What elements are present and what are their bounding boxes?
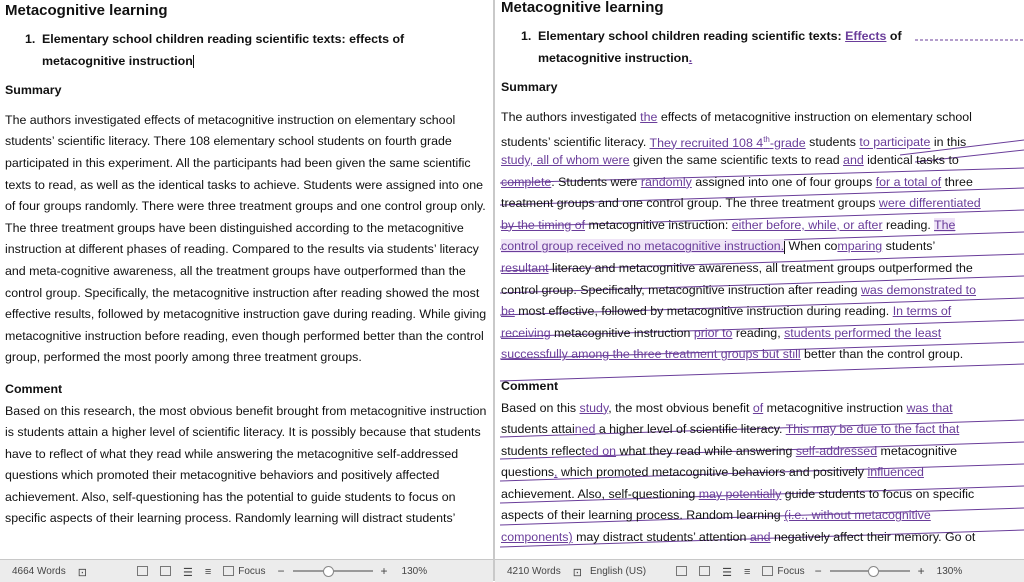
tracked-insertion[interactable]: prior to xyxy=(693,325,733,340)
right-status-bar xyxy=(495,559,1024,582)
text-line: Based on this study, the most obvious benefit of metacognitive instruction was that xyxy=(501,400,953,415)
comment-paragraph xyxy=(501,398,981,549)
tracked-insertion[interactable]: by the timing of xyxy=(501,217,586,232)
list-number: 1. xyxy=(521,29,532,43)
text-line: is students attain a higher level of scientific literacy. It is possibly because that students xyxy=(5,425,481,440)
text-line: metacognitive instruction before reading, even though performed better than the control xyxy=(5,328,484,343)
text-line: treatment groups and one control group. The three treatment groups were differentiated xyxy=(501,196,981,211)
tracked-insertion[interactable]: complete xyxy=(501,174,552,189)
tracked-insertion[interactable]: randomly xyxy=(640,174,692,189)
comment-paragraph xyxy=(5,401,486,531)
comment-heading: Comment xyxy=(501,378,559,393)
text-line: questions which promoted their metacognitive behaviors and positively affected xyxy=(5,468,440,483)
tracked-insertion[interactable]: resultant xyxy=(501,260,549,275)
zoom-slider-knob[interactable] xyxy=(868,566,879,577)
zoom-level[interactable]: 130% xyxy=(401,565,428,577)
focus-label[interactable]: Focus xyxy=(777,565,805,577)
zoom-in-button[interactable]: + xyxy=(380,564,388,578)
outline-view-icon[interactable]: ☰ xyxy=(722,567,732,579)
text-line: have to reflect of what they read while answering the metacognitive self-addressed xyxy=(5,446,459,461)
text-line: effective results, followed by metacognitive instruction gave during reading. While giving xyxy=(5,307,487,322)
tracked-insertion[interactable]: of xyxy=(752,400,764,415)
summary-paragraph xyxy=(5,110,486,369)
text-line: The authors investigated effects of metacognitive instruction on elementary school xyxy=(5,112,456,127)
text-line: achievement. Also, self-questioning may potentially guide students to focus on specific xyxy=(501,486,975,501)
tracked-insertion[interactable]: The xyxy=(934,217,956,232)
zoom-out-button[interactable]: − xyxy=(277,564,285,578)
tracked-insertion[interactable]: receiving xyxy=(501,325,551,340)
tracked-insertion[interactable]: study xyxy=(579,400,609,415)
text-line: aspects of their learning process. Random learning (i.e., without metacognitive xyxy=(501,508,931,523)
tracked-insertion[interactable]: to participate xyxy=(859,135,931,150)
text-line: control group. Specifically, the metacognitive instruction after reading showed the most xyxy=(5,285,480,300)
tracked-insertion[interactable]: (i.e., without metacognitive xyxy=(784,508,931,523)
document-title: Metacognitive learning xyxy=(501,0,664,16)
left-document-body[interactable] xyxy=(5,0,486,530)
zoom-level[interactable]: 130% xyxy=(936,565,963,577)
tracked-insertion[interactable]: be xyxy=(501,304,515,319)
tracked-insertion[interactable]: control group received no metacognitive instruction. xyxy=(501,239,785,254)
text-line: students attained a higher level of scientific literacy. This may be due to the fact that xyxy=(501,422,960,437)
zoom-out-button[interactable]: − xyxy=(814,564,822,578)
print-layout-icon[interactable] xyxy=(676,566,687,576)
zoom-in-button[interactable]: + xyxy=(917,564,925,578)
tracked-insertion[interactable]: ed on xyxy=(585,443,617,458)
text-line: participated in this experiment. All the participants had been given the same scientific xyxy=(5,155,471,170)
text-line: receiving metacognitive instruction prior to reading, students performed the least xyxy=(501,325,942,340)
tracked-insertion[interactable]: and xyxy=(843,152,864,167)
text-line: study, all of whom were given the same scientific texts to read and identical tasks to xyxy=(501,152,959,167)
text-line: students reflected on what they read while answering self-addressed metacognitive xyxy=(501,443,957,458)
tracked-insertion[interactable]: were differentiated xyxy=(878,196,981,211)
tracked-insertion[interactable]: successfully among the three treatment groups but still xyxy=(501,347,801,362)
tracked-insertion[interactable]: self-addressed xyxy=(795,443,878,458)
document-title: Metacognitive learning xyxy=(5,2,168,19)
text-line: specific aspects of their learning process. Randomly learning will distract students’ xyxy=(5,511,456,526)
text-line: control group. Specifically, metacognitive instruction after reading was demonstrated to xyxy=(501,282,977,297)
web-layout-icon[interactable] xyxy=(699,566,710,576)
text-line: be most effective, followed by metacognitive instruction during reading. In terms of xyxy=(501,304,952,319)
tracked-insertion[interactable]: study, all of whom were xyxy=(501,152,630,167)
focus-icon[interactable] xyxy=(223,566,234,576)
print-layout-icon[interactable] xyxy=(137,566,148,576)
draft-view-icon[interactable]: ≡ xyxy=(204,566,212,578)
left-status-bar xyxy=(0,559,493,582)
numbered-list-item xyxy=(25,29,486,72)
comment-heading: Comment xyxy=(5,381,63,396)
zoom-slider[interactable] xyxy=(293,570,373,572)
list-item-line: Elementary school children reading scientific texts: effects of xyxy=(42,32,405,46)
word-count[interactable]: 4664 Words xyxy=(12,565,66,577)
text-line: questions, which promoted metacognitive behaviors and positively influenced xyxy=(501,465,924,480)
tracked-insertion[interactable]: components) xyxy=(501,530,573,545)
tracked-insertion[interactable]: and xyxy=(749,530,771,545)
text-cursor xyxy=(193,55,194,68)
list-item-line: metacognitive instruction. xyxy=(538,50,693,65)
left-document-pane[interactable] xyxy=(0,0,493,559)
text-line: of four groups randomly. There were three treatment groups and one control group only. xyxy=(5,199,486,214)
text-line: control group received no metacognitive instruction. When comparing students’ xyxy=(501,239,936,254)
tracked-insertion[interactable]: may potentially xyxy=(698,486,782,501)
tracked-insertion[interactable]: This may be due to the fact that xyxy=(785,422,960,437)
text-line: complete. Students were randomly assigned into one of four groups for a total of three xyxy=(501,174,973,189)
zoom-slider-knob[interactable] xyxy=(323,566,334,577)
list-item-line: metacognitive instruction xyxy=(42,53,193,68)
text-line: and meta-cognitive awareness, all the treatment groups have outperformed than the xyxy=(5,263,466,278)
text-line: instruction at different phases of reading. Compared to the results via students’ literacy xyxy=(5,242,479,257)
focus-icon[interactable] xyxy=(762,566,773,576)
tracked-insertion[interactable]: the xyxy=(640,109,658,124)
web-layout-icon[interactable] xyxy=(160,566,171,576)
text-line: Based on this research, the most obvious benefit brought from metacognitive instruction xyxy=(5,403,487,418)
proofing-icon[interactable]: ⊡ xyxy=(572,567,582,579)
tracked-insertion[interactable]: was demonstrated to xyxy=(860,282,977,297)
tracked-insertion[interactable]: , xyxy=(554,465,558,480)
text-line: components) may distract students’ attention and negatively affect their memory. Go ot xyxy=(501,530,976,545)
text-line: achievement. Also, self-questioning has the potential to guide students to focus on xyxy=(5,489,456,504)
word-count[interactable]: 4210 Words xyxy=(507,565,561,577)
tracked-insertion[interactable]: influenced xyxy=(867,465,924,480)
zoom-slider[interactable] xyxy=(830,570,910,572)
list-number: 1. xyxy=(25,32,36,46)
summary-paragraph xyxy=(501,107,981,366)
text-line: The authors investigated the effects of metacognitive instruction on elementary school xyxy=(501,109,972,124)
text-line: students’ scientific literacy. They recruited 108 4th-grade students to participate in this xyxy=(501,134,967,150)
tracked-insertion[interactable]: was that xyxy=(906,400,953,415)
text-line: successfully among the three treatment groups but still better than the control group. xyxy=(501,347,964,362)
text-line: by the timing of metacognitive instruction: either before, while, or after reading. The xyxy=(501,217,956,232)
right-document-body[interactable] xyxy=(501,0,981,549)
draft-view-icon[interactable]: ≡ xyxy=(743,566,751,578)
tracked-insertion[interactable]: for a total of xyxy=(875,174,942,189)
tracked-insertion[interactable]: They recruited 108 4th-grade xyxy=(649,134,806,150)
tracked-insertion[interactable]: . xyxy=(688,50,693,65)
outline-view-icon[interactable]: ☰ xyxy=(182,567,193,579)
list-item-line: Elementary school children reading scientific texts: Effects of xyxy=(538,29,902,43)
summary-heading: Summary xyxy=(5,83,62,98)
text-line: students’ scientific literacy. There 108 elementary school students on fourth grade xyxy=(5,134,452,149)
text-line: group, performed the most poorly among three treatment groups. xyxy=(5,350,362,365)
right-document-pane[interactable] xyxy=(495,0,1024,559)
focus-label[interactable]: Focus xyxy=(238,565,266,577)
tracked-insertion[interactable]: either before, while, or after xyxy=(731,217,883,232)
summary-heading: Summary xyxy=(501,80,558,95)
numbered-list-item xyxy=(521,26,981,69)
tracked-insertion[interactable]: students performed the least xyxy=(784,325,942,340)
text-line: resultant literacy and metacognitive awareness, all treatment groups outperformed the xyxy=(501,260,973,275)
tracked-insertion[interactable]: mparing xyxy=(837,239,883,254)
tracked-insertion[interactable]: ned xyxy=(574,422,596,437)
proofing-icon[interactable]: ⊡ xyxy=(77,567,87,579)
tracked-insertion[interactable]: In terms of xyxy=(892,304,952,319)
language-indicator[interactable]: English (US) xyxy=(589,565,647,577)
text-line: The three treatment groups have been distinguished according to the metacognitive xyxy=(5,220,464,235)
tracked-insertion[interactable]: Effects xyxy=(845,29,887,43)
text-line: texts to read, as well as the identical tasks to achieve. Students were assigned into one xyxy=(5,177,484,192)
